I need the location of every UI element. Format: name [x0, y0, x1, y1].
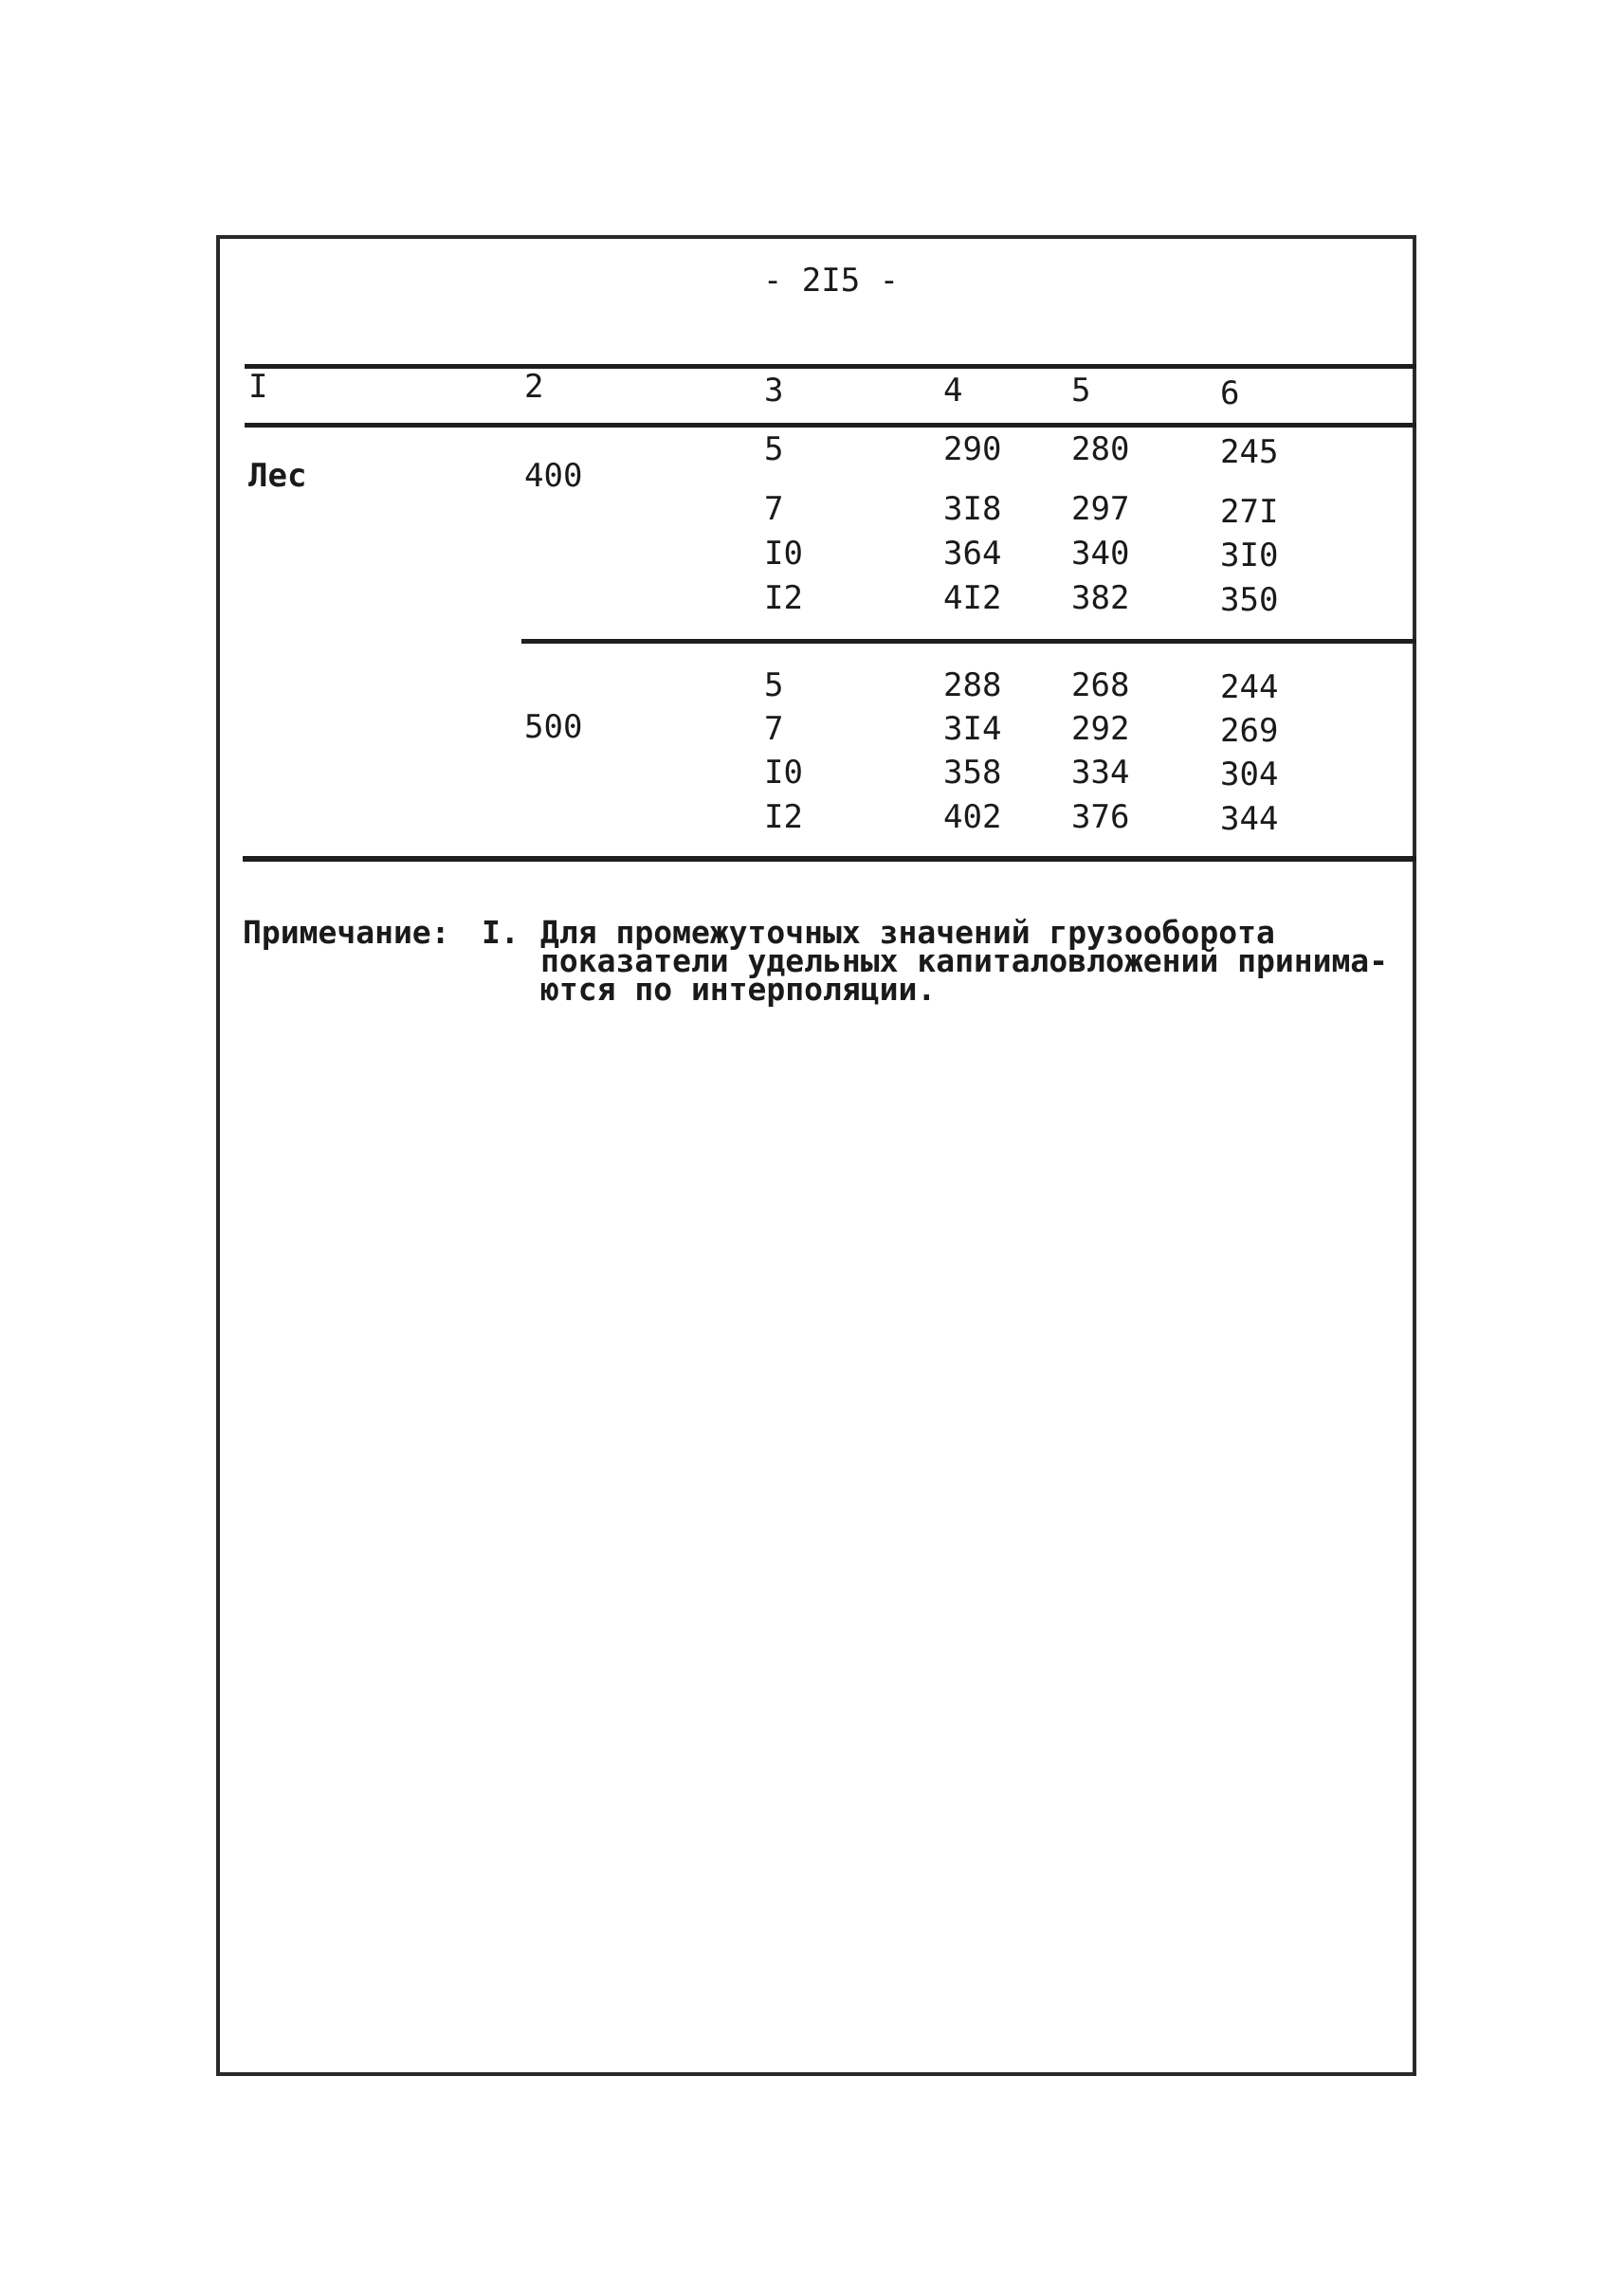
header-col-4: 4 [943, 372, 963, 410]
table-cell: I2 [764, 579, 803, 617]
table-cell: 364 [943, 535, 1002, 573]
table-cell: 269 [1220, 712, 1279, 750]
table-cell: 376 [1071, 798, 1130, 836]
note-line-2: показатели удельных капиталовложений принима- [540, 942, 1389, 979]
table-cell: 3I8 [943, 490, 1002, 528]
page-number: - 2I5 - [762, 262, 900, 300]
group-1-col2: 400 [524, 457, 583, 495]
group-separator-rule [521, 639, 1416, 644]
header-col-6: 6 [1220, 374, 1240, 412]
header-col-1: I [248, 368, 268, 406]
note-line-3: ются по интерполяции. [540, 971, 937, 1008]
table-cell: 290 [943, 430, 1002, 468]
table-cell: 5 [764, 430, 784, 468]
note-line-1: Для промежуточных значений грузооборота [540, 914, 1275, 951]
table-top-rule [245, 364, 1416, 369]
category-cell: Лес [248, 457, 307, 495]
table-cell: I2 [764, 798, 803, 836]
header-col-2: 2 [524, 368, 544, 406]
table-cell: 382 [1071, 579, 1130, 617]
table-cell: 304 [1220, 756, 1279, 793]
table-cell: 334 [1071, 754, 1130, 792]
note-label: Примечание: [243, 914, 450, 951]
table-cell: I0 [764, 754, 803, 792]
table-bottom-rule [243, 856, 1416, 862]
table-cell: 4I2 [943, 579, 1002, 617]
note-number: I. [482, 914, 520, 951]
table-cell: 402 [943, 798, 1002, 836]
table-cell: 3I4 [943, 710, 1002, 748]
table-cell: 340 [1071, 535, 1130, 573]
table-cell: 344 [1220, 800, 1279, 838]
table-cell: 288 [943, 666, 1002, 704]
header-bottom-rule [245, 423, 1416, 428]
table-cell: 27I [1220, 493, 1279, 531]
header-col-3: 3 [764, 372, 784, 410]
table-cell: 3I0 [1220, 537, 1279, 574]
table-cell: 7 [764, 490, 784, 528]
group-2-col2: 500 [524, 708, 583, 746]
table-cell: 5 [764, 666, 784, 704]
header-col-5: 5 [1071, 372, 1091, 410]
table-cell: 7 [764, 710, 784, 748]
table-cell: 350 [1220, 581, 1279, 619]
table-cell: 244 [1220, 668, 1279, 706]
table-cell: 358 [943, 754, 1002, 792]
table-cell: 268 [1071, 666, 1130, 704]
table-cell: 245 [1220, 433, 1279, 471]
table-cell: 297 [1071, 490, 1130, 528]
table-cell: 280 [1071, 430, 1130, 468]
table-cell: 292 [1071, 710, 1130, 748]
table-cell: I0 [764, 535, 803, 573]
